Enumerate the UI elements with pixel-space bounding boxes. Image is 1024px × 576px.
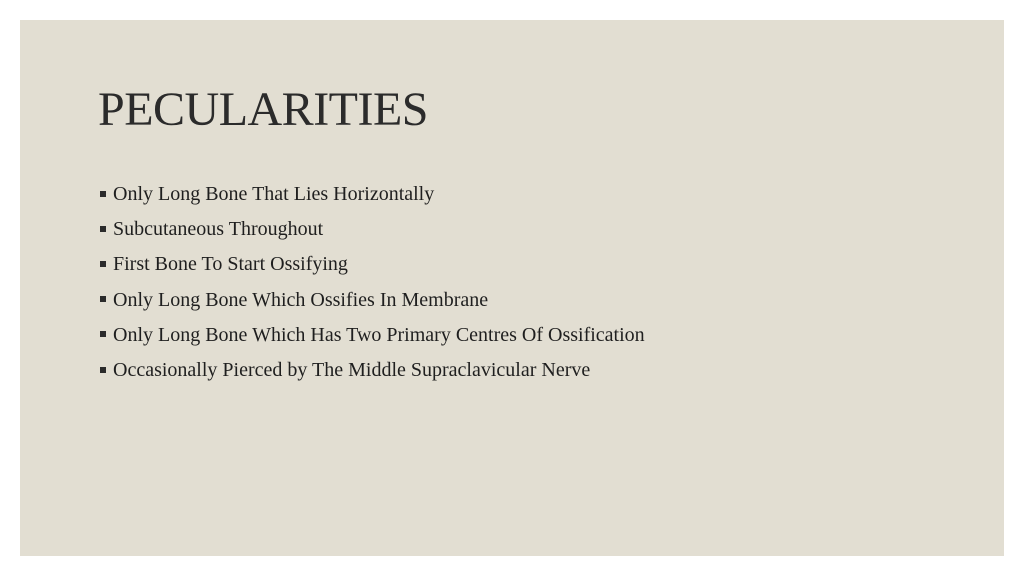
square-bullet-icon (100, 191, 106, 197)
slide (20, 20, 1004, 556)
bullet-text: Only Long Bone Which Ossifies In Membrane (113, 288, 489, 311)
square-bullet-icon (100, 261, 106, 267)
square-bullet-icon (100, 226, 106, 232)
bullet-text: Only Long Bone Which Has Two Primary Centres Of Ossification (113, 323, 645, 346)
square-bullet-icon (100, 331, 106, 337)
bullet-item (98, 247, 645, 282)
bullet-text: Only Long Bone That Lies Horizontally (113, 183, 435, 206)
bullet-text: Occasionally Pierced by The Middle Supraclavicular Nerve (113, 359, 591, 382)
bullet-text: Subcutaneous Throughout (113, 218, 324, 241)
bullet-item (98, 212, 645, 247)
bullet-item (98, 283, 645, 318)
bullet-item (98, 353, 645, 388)
square-bullet-icon (100, 367, 106, 373)
bullet-item (98, 318, 645, 353)
bullet-list (98, 177, 645, 388)
bullet-item (98, 177, 645, 212)
bullet-text: First Bone To Start Ossifying (113, 253, 348, 276)
square-bullet-icon (100, 296, 106, 302)
slide-title: PECULARITIES (98, 83, 428, 136)
